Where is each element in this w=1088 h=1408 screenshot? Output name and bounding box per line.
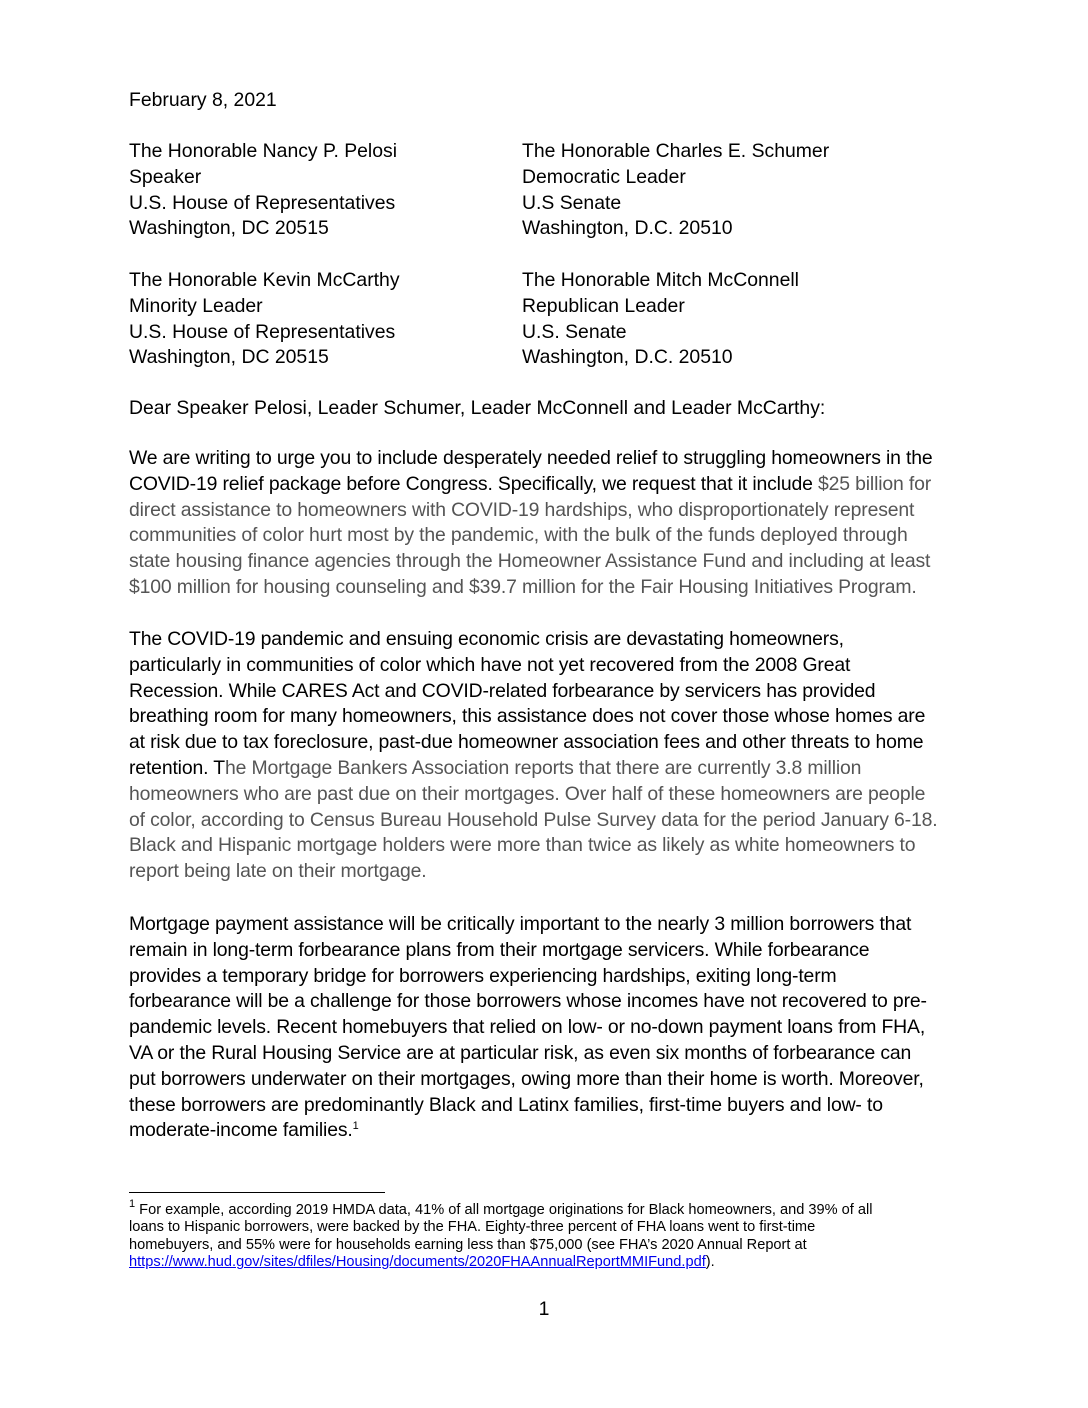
addressee-line: Republican Leader (522, 294, 685, 317)
text-line: Mortgage payment assistance will be critically important to the nearly 3 million borrowers that (129, 913, 912, 935)
text-line (129, 472, 969, 498)
paragraph-pandemic-impact (129, 627, 969, 885)
text-line: of color, according to Census Bureau Household Pulse Survey data for the period January 6-18. (129, 808, 938, 831)
footnote-divider (129, 1192, 385, 1193)
text-line: report being late on their mortgage. (129, 860, 427, 883)
addressee-line: U.S Senate (522, 191, 622, 214)
addressee-schumer (522, 139, 902, 242)
footnote-marker: 1 (129, 1198, 136, 1210)
text-line: direct assistance to homeowners with COVID-19 hardships, who disproportionately represent (129, 498, 915, 521)
footnote-line: homebuyers, and 55% were for households earning less than $75,000 (see FHA’s 2020 Annual Report at (129, 1236, 807, 1253)
text-line: $100 million for housing counseling and $39.7 million for the Fair Housing Initiatives Program. (129, 575, 917, 598)
letter-date: February 8, 2021 (129, 89, 277, 111)
text-line: remain in long-term forbearance plans from their mortgage servicers. While forbearance (129, 938, 870, 961)
addressee-line: Washington, DC 20515 (129, 217, 329, 240)
addressee-line: Washington, DC 20515 (129, 346, 329, 369)
addressee-line: Washington, D.C. 20510 (522, 346, 733, 369)
paragraph-mortgage-assistance (129, 912, 969, 1144)
text-line: particularly in communities of color which have not yet recovered from the 2008 Great (129, 653, 851, 676)
text-line: The COVID-19 pandemic and ensuing economic crisis are devastating homeowners, (129, 628, 844, 650)
text-span: he Mortgage Bankers Association reports that there are currently 3.8 million (224, 756, 862, 779)
text-span: $25 billion for (817, 472, 932, 495)
footnote (129, 1198, 969, 1272)
addressee-line: The Honorable Kevin McCarthy (129, 269, 400, 291)
footnote-text: ). (705, 1254, 715, 1271)
text-line: breathing room for many homeowners, this assistance does not cover those whose homes are (129, 705, 926, 728)
footnote-line (129, 1254, 969, 1271)
addressee-line: Speaker (129, 165, 202, 188)
footnote-line (129, 1198, 969, 1219)
addressee-mcconnell (522, 268, 902, 371)
text-line: put borrowers underwater on their mortgages, owing more than their home is worth. Moreover, (129, 1067, 924, 1090)
text-line: VA or the Rural Housing Service are at particular risk, as even six months of forbearance can (129, 1041, 912, 1064)
text-line: homeowners who are past due on their mortgages. Over half of these homeowners are people (129, 782, 926, 805)
addressee-line: Washington, D.C. 20510 (522, 217, 733, 240)
paragraph-relief-request (129, 446, 969, 601)
footnote-reference[interactable]: 1 (352, 1120, 359, 1133)
text-line: at risk due to tax foreclosure, past-due homeowner association fees and other threats to home (129, 731, 924, 754)
addressee-line: Democratic Leader (522, 165, 686, 188)
text-line: state housing finance agencies through the Homeowner Assistance Fund and including at least (129, 550, 931, 573)
page-number: 1 (538, 1298, 550, 1320)
text-line: provides a temporary bridge for borrowers experiencing hardships, exiting long-term (129, 964, 837, 987)
footnote-line: loans to Hispanic borrowers, were backed by the FHA. Eighty-three percent of FHA loans went to first-time (129, 1219, 816, 1236)
text-line: these borrowers are predominantly Black and Latinx families, first-time buyers and low- to (129, 1093, 883, 1116)
text-line: communities of color hurt most by the pandemic, with the bulk of the funds deployed through (129, 524, 908, 547)
text-line: Recession. While CARES Act and COVID-related forbearance by servicers has provided (129, 679, 876, 702)
text-line (129, 1118, 969, 1144)
addressee-line: U.S. Senate (522, 320, 627, 343)
text-line: pandemic levels. Recent homebuyers that relied on low- or no-down payment loans from FHA, (129, 1016, 926, 1039)
text-line: We are writing to urge you to include desperately needed relief to struggling homeowners in the (129, 447, 933, 469)
addressee-line: U.S. House of Representatives (129, 320, 396, 343)
addressee-line: U.S. House of Representatives (129, 191, 396, 214)
addressee-line: The Honorable Mitch McConnell (522, 269, 799, 291)
salutation: Dear Speaker Pelosi, Leader Schumer, Leader McConnell and Leader McCarthy: (129, 397, 826, 419)
text-span: retention. T (129, 756, 225, 779)
text-span: moderate-income families. (129, 1119, 353, 1142)
text-span: COVID-19 relief package before Congress. Specifically, we request that it include (129, 472, 818, 495)
fha-annual-report-link[interactable]: https://www.hud.gov/sites/dfiles/Housing/documents/2020FHAAnnualReportMMIFund.pdf (129, 1254, 706, 1271)
addressee-line: The Honorable Charles E. Schumer (522, 140, 830, 162)
text-line (129, 756, 969, 782)
text-line: forbearance will be a challenge for those borrowers whose incomes have not recovered to pre- (129, 990, 927, 1013)
addressee-line: Minority Leader (129, 294, 263, 317)
text-line: Black and Hispanic mortgage holders were more than twice as likely as white homeowners to (129, 834, 916, 857)
addressee-pelosi (129, 139, 509, 242)
addressee-line: The Honorable Nancy P. Pelosi (129, 140, 398, 162)
footnote-text: For example, according 2019 HMDA data, 41% of all mortgage originations for Black homeowners, and 39% of all (135, 1202, 873, 1218)
addressee-mccarthy (129, 268, 509, 371)
